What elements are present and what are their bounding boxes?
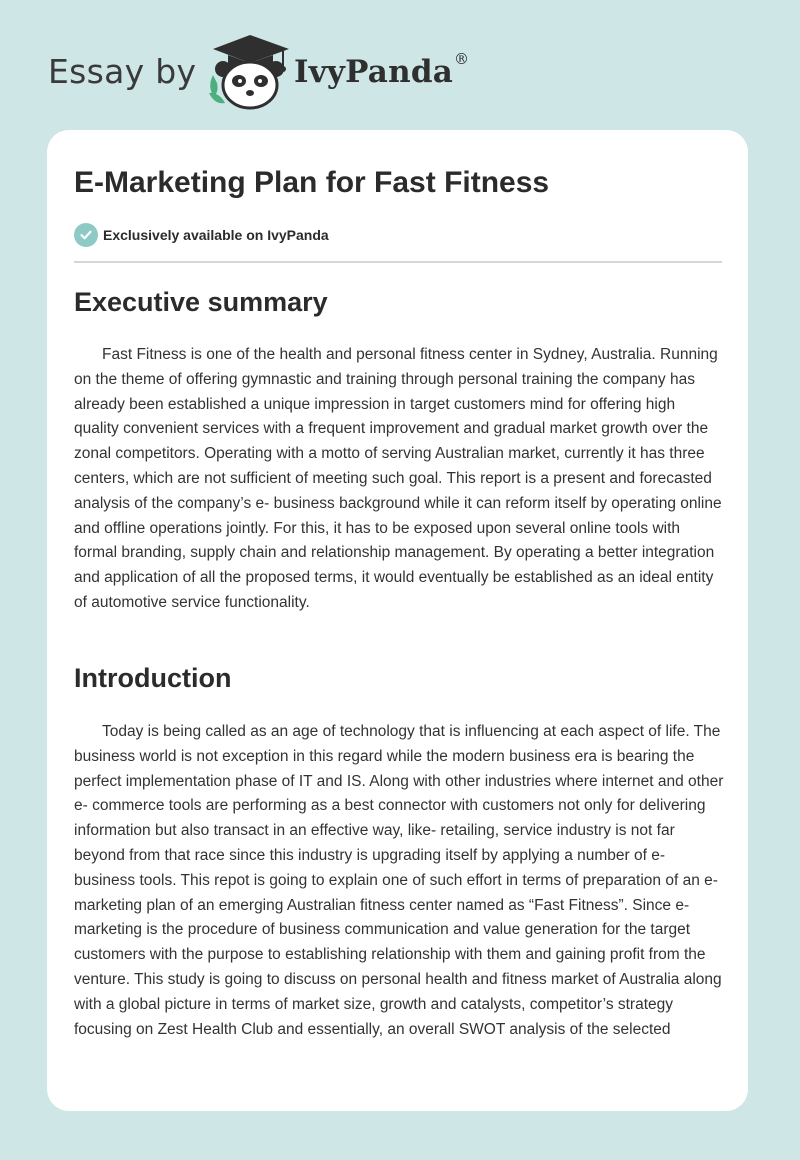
panda-graduation-cap-logo-icon[interactable] bbox=[203, 35, 293, 110]
registered-mark: ® bbox=[454, 50, 470, 68]
document-card bbox=[47, 130, 748, 1111]
title-divider bbox=[74, 261, 722, 263]
section-heading-executive-summary: Executive summary bbox=[74, 287, 328, 317]
essay-by-label: Essay by bbox=[48, 52, 197, 91]
check-circle-icon bbox=[74, 223, 98, 247]
brand-name[interactable]: IvyPanda® bbox=[294, 50, 470, 90]
document-title: E-Marketing Plan for Fast Fitness bbox=[74, 166, 550, 199]
site-header bbox=[0, 0, 800, 130]
section-heading-introduction: Introduction bbox=[74, 663, 232, 693]
exclusive-badge-text: Exclusively available on IvyPanda bbox=[103, 227, 329, 243]
section-paragraph-introduction: Today is being called as an age of technology that is influencing at each aspect of life. The business world is not exception in this regard while the modern business era is bearing the perfect implementation phase of IT and IS. Along with other industries where internet and other e- commerce tools are performing as a best connector with customers not only for delivering information but also transact in an effective way, like- retailing, service industry is not far beyond from that race since this industry is upgrading itself by applying a number of e- business tools. This repot is going to explain one of such effort in terms of preparation of an e- marketing plan of an emerging Australian fitness center named as “Fast Fitness”. Since e- marketing is the procedure of business communication and value generation for the target customers with the purpose to establishing relationship with them and gaining profit from the venture. This study is going to discuss on personal health and fitness market of Australia along with a global picture in terms of market size, growth and catalysts, competitor’s strategy focusing on Zest Health Club and essentially, an overall SWOT analysis of the selected bbox=[74, 723, 724, 1038]
section-paragraph-executive-summary: Fast Fitness is one of the health and personal fitness center in Sydney, Australia. Running on the theme of offering gymnastic and training through personal training the company has already been established a unique impression in target customers mind for offering high quality convenient services with a frequent improvement and gradual market growth over the zonal competitors. Operating with a motto of serving Australian market, currently it has three centers, which are not sufficient of meeting such goal. This report is a present and forecasted analysis of the company’s e- business background while it can reform itself by operating online and offline operations jointly. For this, it has to be exposed upon several online tools with formal branding, supply chain and relationship management. By operating a better integration and application of all the proposed terms, it would eventually be established as an ideal entity of automotive service functionality. bbox=[74, 346, 722, 611]
exclusive-badge bbox=[74, 222, 329, 248]
